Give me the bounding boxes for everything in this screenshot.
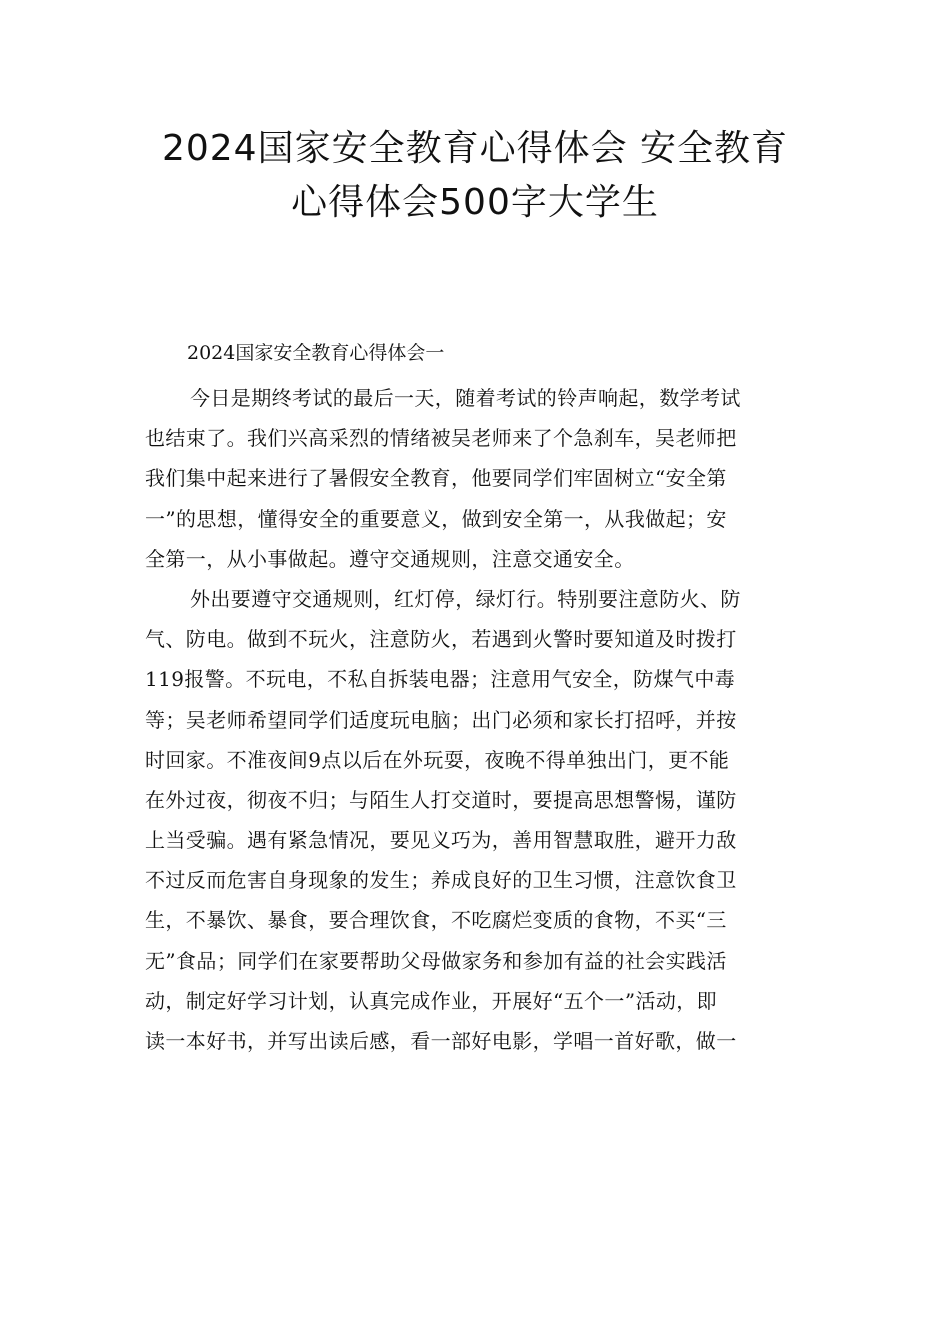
- section-heading: 2024国家安全教育心得体会一: [187, 342, 445, 364]
- text-line: 读一本好书，并写出读后感，看一部好电影，学唱一首好歌，做一: [145, 1029, 737, 1053]
- text-line: 上当受骗。遇有紧急情况，要见义巧为，善用智慧取胜，避开力敌: [145, 828, 737, 853]
- text-line: 一”的思想，懂得安全的重要意义，做到安全第一，从我做起；安: [145, 506, 727, 531]
- text-line: 动，制定好学习计划，认真完成作业，开展好“五个一”活动，即: [145, 988, 718, 1013]
- text-line: 不过反而危害自身现象的发生；养成良好的卫生习惯，注意饮食卫: [145, 868, 737, 893]
- paragraph-1: [145, 378, 807, 579]
- text-line: 生，不暴饮、暴食，要合理饮食，不吃腐烂变质的食物，不买“三: [145, 908, 727, 933]
- text-line: 等；吴老师希望同学们适度玩电脑；出门必须和家长打招呼，并按: [145, 707, 737, 732]
- document-body: [145, 334, 807, 1061]
- text-line: 119报警。不玩电，不私自拆装电器；注意用气安全，防煤气中毒: [145, 667, 736, 692]
- text-line: 时回家。不准夜间9点以后在外玩耍，夜晚不得单独出门，更不能: [145, 747, 730, 772]
- text-line: 我们集中起来进行了暑假安全教育，他要同学们牢固树立“安全第: [145, 466, 727, 491]
- text-line: 外出要遵守交通规则，红灯停，绿灯行。特别要注意防火、防: [190, 586, 741, 611]
- text-line: 全第一，从小事做起。遵守交通规则，注意交通安全。: [145, 546, 635, 571]
- paragraph-2: [145, 579, 807, 1061]
- document-title-line: 2024国家安全教育心得体会 安全教育: [161, 128, 789, 169]
- text-line: 今日是期终考试的最后一天，随着考试的铃声响起，数学考试: [190, 386, 741, 410]
- text-line: 也结束了。我们兴高采烈的情绪被吴老师来了个急刹车，吴老师把: [145, 426, 737, 451]
- text-line: 在外过夜，彻夜不归；与陌生人打交道时，要提高思想警惕，谨防: [145, 787, 737, 812]
- document-title: [100, 122, 850, 230]
- document-title-line: 心得体会500字大学生: [291, 182, 659, 223]
- text-line: 气、防电。做到不玩火，注意防火，若遇到火警时要知道及时拨打: [145, 627, 737, 652]
- text-line: 无”食品；同学们在家要帮助父母做家务和参加有益的社会实践活: [145, 948, 727, 973]
